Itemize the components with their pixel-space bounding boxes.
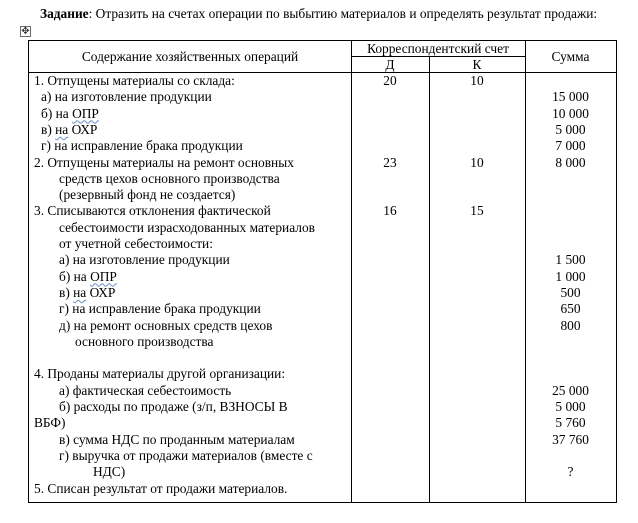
- sum-cell: 25 000: [552, 382, 589, 398]
- table-row: [29, 73, 616, 89]
- sum-cell: 37 760: [552, 431, 589, 447]
- table-row: [29, 481, 616, 497]
- spellcheck-underlined-text: ОПР: [72, 105, 99, 121]
- table-row: [29, 106, 616, 122]
- operation-text: 5. Списан результат от продажи материалов.: [34, 480, 288, 496]
- task-label: Задание: [40, 6, 89, 21]
- operation-text: средств цехов основного производства: [59, 170, 280, 186]
- table-row: [29, 383, 616, 399]
- operation-text: 4. Проданы материалы другой организации:: [34, 366, 286, 382]
- spellcheck-underlined-text: на: [55, 121, 69, 137]
- table-row: [29, 203, 616, 219]
- sum-cell: ?: [567, 464, 574, 480]
- operation-text: основного производства: [75, 333, 214, 349]
- table-row: [29, 432, 616, 448]
- credit-cell: 15: [470, 203, 484, 219]
- task-text: : Отразить на счетах операции по выбытию материалов и определять результат продажи:: [88, 6, 598, 21]
- operation-text: [59, 269, 117, 285]
- table-row: [29, 122, 616, 138]
- operation-text-prefix: в): [59, 284, 74, 300]
- operations-table: [28, 40, 617, 503]
- operation-text: [41, 106, 99, 122]
- task-heading: [40, 6, 630, 22]
- operation-text: б) расходы по продаже (з/п, ВЗНОСЫ В: [59, 399, 288, 414]
- sum-cell: 5 760: [555, 415, 586, 431]
- operation-text: НДС): [93, 464, 126, 480]
- operation-text: а) на изготовление продукции: [41, 89, 212, 105]
- operation-text: а) фактическая себестоимость: [59, 382, 232, 398]
- table-row: [29, 171, 616, 187]
- table-row: [29, 448, 616, 464]
- table-row: [29, 269, 616, 285]
- sum-cell: 800: [560, 317, 581, 333]
- sum-cell: 1 500: [555, 252, 586, 268]
- header-credit: К: [472, 57, 482, 72]
- operation-text-rest: ОХР: [86, 284, 116, 300]
- debit-cell: 16: [383, 203, 397, 219]
- credit-cell: 10: [470, 73, 484, 88]
- operation-text: г) на исправление брака продукции: [59, 301, 261, 317]
- table-row: [29, 285, 616, 301]
- table-row: [29, 301, 616, 317]
- sum-cell: 650: [560, 301, 581, 317]
- operation-text: (резервный фонд не создается): [59, 187, 236, 203]
- spellcheck-underlined-text: на: [73, 284, 87, 300]
- operation-text: д) на ремонт основных средств цехов: [59, 317, 273, 333]
- table-row: [29, 155, 616, 171]
- table-row: [29, 187, 616, 203]
- operation-text: [41, 122, 97, 138]
- sum-cell: 8 000: [555, 154, 586, 170]
- debit-cell: 23: [383, 154, 397, 170]
- operation-text: г) на исправление брака продукции: [41, 138, 243, 154]
- table-row: [29, 220, 616, 236]
- sum-cell: 10 000: [552, 105, 589, 121]
- table-row: [29, 138, 616, 154]
- operation-text: ВБФ): [34, 415, 66, 431]
- operation-text: 3. Списываются отклонения фактической: [34, 203, 271, 219]
- sum-cell: 7 000: [555, 138, 586, 154]
- sum-cell: 5 000: [555, 121, 586, 137]
- debit-cell: 20: [383, 73, 397, 88]
- header-content: Содержание хозяйственных операций: [81, 49, 299, 64]
- table-row: [29, 415, 616, 431]
- header-sum: Сумма: [551, 49, 590, 64]
- operation-text: от учетной себестоимости:: [59, 236, 213, 251]
- operation-text-prefix: б) на: [59, 268, 91, 284]
- operation-text: 2. Отпущены материалы на ремонт основных: [34, 154, 294, 170]
- table-row: [29, 350, 616, 366]
- operation-text: себестоимости израсходованных материалов: [59, 219, 315, 235]
- sum-cell: 15 000: [552, 89, 589, 105]
- sum-cell: 500: [560, 284, 581, 300]
- operation-text: г) выручка от продажи материалов (вместе с: [59, 447, 313, 463]
- operation-text: [59, 285, 115, 301]
- table-row: [29, 334, 616, 350]
- table-row: [29, 399, 616, 415]
- table-row: [29, 318, 616, 334]
- table-row: [29, 236, 616, 252]
- table-row: [29, 89, 616, 105]
- spellcheck-underlined-text: ОПР: [90, 268, 117, 284]
- header-corr-account: Корреспондентский счет: [367, 41, 509, 56]
- operation-text-rest: ОХР: [68, 121, 98, 137]
- sum-cell: 1 000: [555, 268, 586, 284]
- table-row: [29, 366, 616, 382]
- header-debit: Д: [385, 57, 395, 72]
- operation-text: а) на изготовление продукции: [59, 252, 230, 268]
- table-row: [29, 464, 616, 480]
- sum-cell: 5 000: [555, 399, 586, 414]
- operation-text-prefix: б) на: [41, 105, 73, 121]
- operation-text: в) сумма НДС по проданным материалам: [59, 431, 295, 447]
- move-handle-icon[interactable]: ✥: [21, 26, 30, 37]
- credit-cell: 10: [470, 154, 484, 170]
- operation-text: 1. Отпущены материалы со склада:: [34, 73, 235, 88]
- operation-text-prefix: в): [41, 121, 56, 137]
- table-row: [29, 252, 616, 268]
